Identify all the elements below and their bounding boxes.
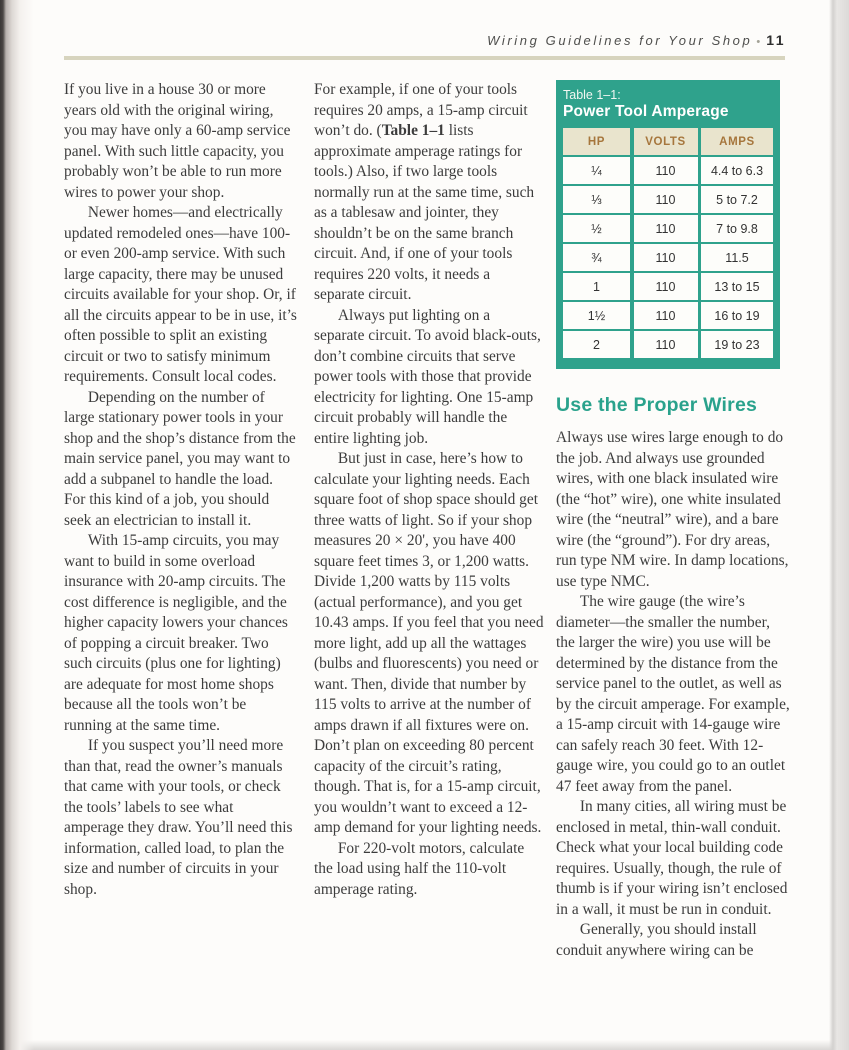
page-number: 11	[766, 32, 786, 48]
column-header-amps: AMPS	[701, 128, 773, 155]
table-cell: 110	[634, 331, 698, 358]
column-header-volts: VOLTS	[634, 128, 698, 155]
page-right-edge	[829, 0, 849, 1050]
paragraph: Newer homes—and electrically updated remodeled ones—have 100- or even 200-amp service. With such large capacity, there may be unused circuits available for your shop. Or, if all the circuits appear to be in use, it’s often possible to split an existing circuit or two to satisfy minimum requirements. Consult local codes.	[64, 204, 297, 385]
table-cell: 19 to 23	[701, 331, 773, 358]
text-columns	[64, 80, 790, 961]
column-3	[556, 80, 790, 961]
table-cell: 1	[563, 273, 630, 300]
column-header-hp: HP	[563, 128, 630, 155]
table-cell: ⅓	[563, 186, 630, 213]
table-cell: 13 to 15	[701, 273, 773, 300]
paragraph: If you live in a house 30 or more years old with the original wiring, you may have only a 60-amp service panel. With such little capacity, you probably won’t be able to run more wires to power your shop.	[64, 81, 291, 201]
table-cell: ¼	[563, 157, 630, 184]
power-tool-amperage-table	[556, 80, 780, 369]
table-cell: 4.4 to 6.3	[701, 157, 773, 184]
paragraph-text: For example, if one of your tools requires 20 amps, a 15-amp circuit won’t do. (	[314, 81, 528, 139]
paragraph	[314, 80, 544, 306]
paragraph: For 220-volt motors, calculate the load using half the 110-volt amperage rating.	[314, 839, 525, 898]
table-cell: ½	[563, 215, 630, 242]
paragraph: The wire gauge (the wire’s diameter—the smaller the number, the larger the wire) you use will be determined by the distance from the service panel to the outlet, as well as by the circuit amperage. For example, a 15-amp circuit with 14-gauge wire can safely reach 30 feet. With 12-gauge wire, you could go to an outlet 47 feet away from the panel.	[556, 593, 790, 795]
table-reference: Table 1–1	[381, 122, 445, 139]
table-cell: ¾	[563, 244, 630, 271]
paragraph: If you suspect you’ll need more than that, read the owner’s manuals that came with your tools, or check the tools’ labels to see what amperage they draw. You’ll need this information, called load, to plan the size and number of circuits in your shop.	[64, 737, 293, 898]
bullet-separator-icon: •	[756, 36, 761, 48]
table-cell: 5 to 7.2	[701, 186, 773, 213]
table-cell: 16 to 19	[701, 302, 773, 329]
paragraph: In many cities, all wiring must be enclosed in metal, thin-wall conduit. Check what your local building code requires. Usually, though, the rule of thumb is if your wiring isn’t enclosed in a wall, it must be run in conduit.	[556, 798, 788, 918]
column-2	[314, 80, 544, 961]
paragraph-text: lists approximate amperage ratings for tools.) Also, if two large tools normally run at the same time, such as a tablesaw and jointer, they shouldn’t be on the same branch circuit. And, if one of your tools requires 220 volts, it needs a separate circuit.	[314, 122, 535, 303]
table-cell: 2	[563, 331, 630, 358]
running-header	[487, 32, 786, 50]
table-cell: 110	[634, 157, 698, 184]
paragraph: Depending on the number of large stationary power tools in your shop and the shop’s distance from the main service panel, you may want to add a subpanel to handle the load. For this kind of a job, you should seek an electrician to install it.	[64, 388, 296, 529]
paragraph: With 15-amp circuits, you may want to build in some overload insurance with 20-amp circuits. The cost difference is negligible, and the higher capacity lowers your chances of popping a circuit breaker. Two such circuits (plus one for lighting) are adequate for most home shops because all the tools won’t be running at the same time.	[64, 532, 288, 734]
table-cell: 1½	[563, 302, 630, 329]
table-label: Table 1–1:	[563, 88, 621, 102]
header-rule	[64, 56, 785, 60]
paragraph: Always put lighting on a separate circuit. To avoid black-outs, don’t combine circuits that serve power tools with those that provide electricity for lighting. One 15-amp circuit probably will handle the entire lighting job.	[314, 306, 541, 447]
page-gutter-shadow	[0, 0, 34, 1050]
table-cell: 110	[634, 186, 698, 213]
section-heading: Use the Proper Wires	[556, 394, 758, 416]
table-cell: 110	[634, 215, 698, 242]
paragraph: Generally, you should install conduit anywhere wiring can be	[556, 921, 757, 959]
table-title: Power Tool Amperage	[563, 103, 729, 120]
table-cell: 7 to 9.8	[701, 215, 773, 242]
paragraph: But just in case, here’s how to calculate your lighting needs. Each square foot of shop space should get three watts of light. So if your shop measures 20 × 20', you have 400 square feet times 3, or 1,200 watts. Divide 1,200 watts by 115 volts (actual performance), and you get 10.43 amps. If you feel that you need more light, add up all the wattages (bulbs and fluorescents) you need or want. Then, divide that number by 115 volts to arrive at the number of amps drawn if all fixtures were on. Don’t plan on exceeding 80 percent capacity of the circuit’s rating, though. That is, for a 15-amp circuit, you wouldn’t want to exceed a 12-amp demand for your lighting needs.	[314, 450, 544, 836]
table-cell: 110	[634, 273, 698, 300]
page-bottom-edge	[0, 1040, 849, 1050]
running-header-title: Wiring Guidelines for Your Shop	[487, 33, 753, 48]
paragraph: Always use wires large enough to do the job. And always use grounded wires, with one black insulated wire (the “hot” wire), one white insulated wire (the “neutral” wire), and a bare wire (the “ground”). For dry areas, run type NM wire. In damp locations, use type NMC.	[556, 429, 789, 590]
table-cell: 11.5	[701, 244, 773, 271]
column-1	[64, 80, 297, 961]
table-cell: 110	[634, 302, 698, 329]
table-cell: 110	[634, 244, 698, 271]
table-grid	[563, 128, 773, 358]
